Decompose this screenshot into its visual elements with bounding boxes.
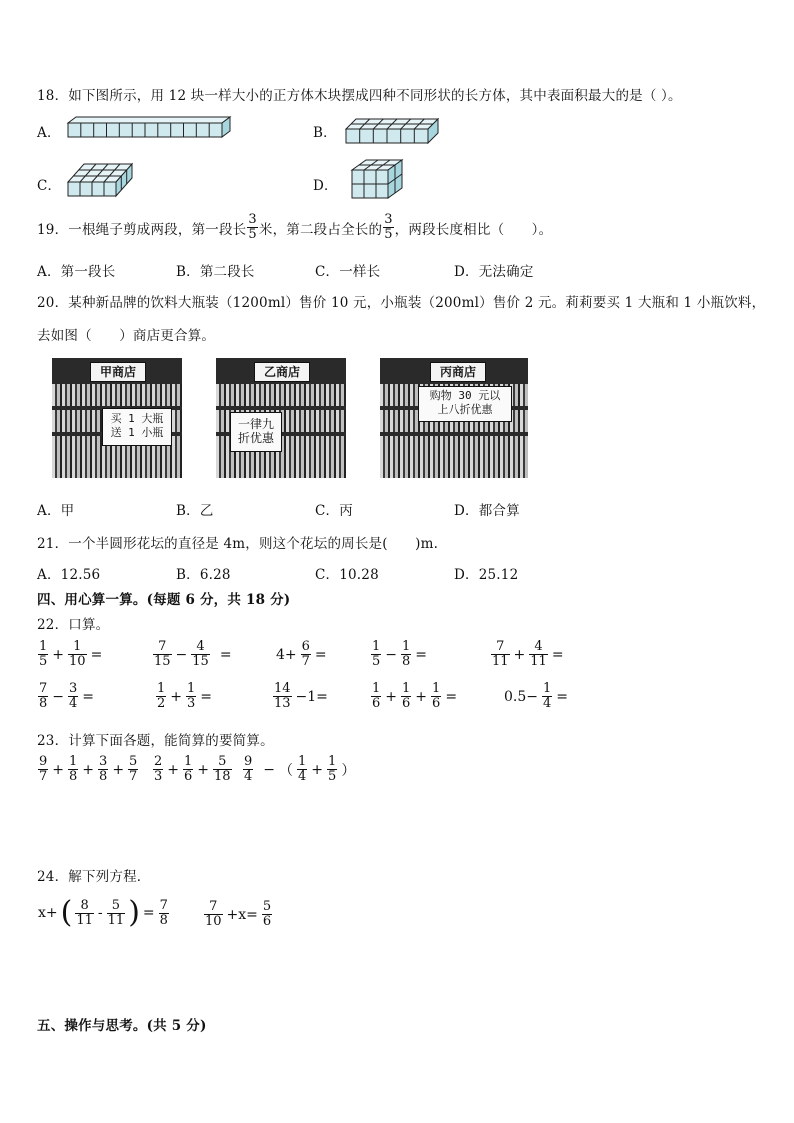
- q22-r2c2: [155, 682, 213, 711]
- fraction: [153, 640, 172, 669]
- q22-r1c5: [490, 640, 565, 669]
- q20-option-a: A．甲: [37, 503, 75, 519]
- left-big-paren: (: [60, 895, 73, 930]
- fraction: [542, 682, 552, 711]
- denominator: 11: [76, 912, 93, 928]
- lead-term: 0.5−: [504, 688, 538, 705]
- numerator: 1: [372, 639, 381, 654]
- numerator: 4: [196, 639, 205, 654]
- q20-stem-line2: 去如图（ ）商店更合算。: [37, 328, 216, 344]
- plus: +: [311, 761, 324, 778]
- left-paren: （: [279, 762, 294, 779]
- fraction: [153, 755, 163, 784]
- fraction: [68, 682, 78, 711]
- q21-option-d: D．25.12: [454, 567, 519, 583]
- equals: =: [445, 688, 458, 705]
- fraction: [183, 755, 193, 784]
- numerator: 5: [218, 754, 227, 769]
- q19-stem-part-a: 19．一根绳子剪成两段，第一段长: [37, 221, 247, 238]
- q18-option-b: B．: [313, 125, 337, 141]
- fraction: [68, 640, 87, 669]
- q22-r2c3: [272, 682, 329, 711]
- denominator: 11: [107, 912, 125, 928]
- denominator: 15: [154, 654, 171, 669]
- q18-figure-d: [350, 158, 406, 200]
- q18-figure-c: [66, 160, 134, 198]
- numerator: 7: [39, 681, 48, 696]
- fraction: [107, 899, 126, 928]
- denominator: 4: [244, 769, 253, 784]
- plus: +: [167, 761, 180, 778]
- denominator: 5: [39, 654, 48, 669]
- store-yi-sign-line1: 一律九: [237, 417, 274, 431]
- fraction: [38, 755, 48, 784]
- numerator: 7: [209, 899, 218, 914]
- q20-option-b: B．乙: [176, 503, 214, 519]
- denominator: 4: [543, 696, 552, 711]
- q24-equation-2: [203, 900, 273, 929]
- q21-option-b: B．6.28: [176, 567, 231, 583]
- numerator: 1: [328, 754, 337, 769]
- q22-r1c3: [275, 640, 328, 669]
- store-jia-sign-line1: 买 1 大瓶: [110, 412, 164, 425]
- denominator: 10: [69, 654, 86, 669]
- fraction: [262, 900, 272, 929]
- fraction: [529, 640, 548, 669]
- tail-term: −1=: [295, 688, 328, 705]
- q18-option-a: A．: [37, 125, 61, 141]
- equals: =: [90, 646, 103, 663]
- numerator: 7: [158, 639, 167, 654]
- q19-fraction-2: [383, 213, 393, 242]
- store-jia-sign-line2: 送 1 小瓶: [110, 426, 164, 439]
- numerator: 9: [39, 754, 48, 769]
- store-photo-bing: [380, 358, 528, 478]
- numerator: 1: [402, 681, 411, 696]
- equals: =: [556, 688, 569, 705]
- q19-frac1-numerator: 3: [248, 212, 257, 227]
- q20-option-c: C．丙: [315, 503, 353, 519]
- denominator: 8: [39, 696, 48, 711]
- right-paren: ）: [341, 762, 356, 779]
- denominator: 3: [187, 696, 196, 711]
- fraction: [128, 755, 138, 784]
- fraction: [98, 755, 108, 784]
- fraction: [159, 899, 169, 928]
- q21-option-a: A．12.56: [37, 567, 101, 583]
- store-yi-title: 乙商店: [254, 362, 310, 382]
- q18-option-d: D．: [313, 178, 338, 194]
- store-photo-jia: [52, 358, 182, 478]
- q22-stem: 22．口算。: [37, 617, 110, 633]
- store-yi-sign-line2: 折优惠: [237, 431, 274, 445]
- fraction: [491, 640, 510, 669]
- operator: +: [385, 688, 398, 705]
- store-yi-sign: [230, 412, 282, 452]
- right-big-paren: ): [128, 895, 140, 930]
- equals: =: [219, 646, 232, 663]
- q19-stem-part-c: ，两段长度相比（ ）。: [394, 221, 553, 238]
- denominator: 7: [129, 769, 138, 784]
- denominator: 6: [432, 696, 441, 711]
- numerator: 1: [402, 639, 411, 654]
- fraction: [156, 682, 166, 711]
- numerator: 1: [298, 754, 307, 769]
- plus: +: [112, 761, 125, 778]
- fraction: [371, 640, 381, 669]
- store-bing-sign-line2: 上八折优惠: [437, 403, 493, 416]
- operator: +: [52, 646, 65, 663]
- numerator: 7: [159, 897, 168, 913]
- q22-r1c1: [37, 640, 103, 669]
- denominator: 11: [530, 654, 547, 669]
- plus: +: [82, 761, 95, 778]
- fraction: [204, 900, 223, 929]
- store-bing-title: 丙商店: [430, 362, 486, 382]
- denominator: 6: [372, 696, 381, 711]
- numerator: 1: [73, 639, 82, 654]
- denominator: 8: [99, 769, 108, 784]
- fraction: [38, 682, 48, 711]
- denominator: 7: [39, 769, 48, 784]
- numerator: 1: [39, 639, 48, 654]
- denominator: 15: [192, 654, 209, 669]
- q18-figure-b: [344, 116, 440, 144]
- fraction: [68, 755, 78, 784]
- operator: +: [513, 646, 526, 663]
- denominator: 18: [214, 769, 231, 784]
- fraction: [401, 640, 411, 669]
- numerator: 5: [129, 754, 138, 769]
- numerator: 1: [432, 681, 441, 696]
- numerator: 9: [244, 754, 253, 769]
- q22-r2c5: [503, 682, 569, 711]
- q19-frac1-denominator: 5: [248, 227, 257, 242]
- plus: +: [197, 761, 210, 778]
- fraction: [38, 640, 48, 669]
- operator: +: [415, 688, 428, 705]
- q18-figure-a: [66, 116, 232, 138]
- q21-option-c: C．10.28: [315, 567, 379, 583]
- q23-expression-1: [37, 755, 139, 784]
- fraction: [327, 755, 337, 784]
- q19-stem: [37, 213, 552, 242]
- equals: =: [314, 646, 327, 663]
- store-bing-sign-line1: 购物 30 元以: [429, 389, 501, 402]
- q18-option-c: C．: [37, 178, 62, 194]
- equals: =: [415, 646, 428, 663]
- equals: =: [200, 688, 213, 705]
- mid-term: +x=: [226, 906, 258, 923]
- q23-stem: 23．计算下面各题，能简算的要简算。: [37, 733, 274, 749]
- operator: −: [175, 646, 188, 663]
- q19-option-a: A．第一段长: [37, 264, 116, 280]
- q22-r2c1: [37, 682, 95, 711]
- denominator: 6: [402, 696, 411, 711]
- section-5-title: 五、操作与思考。(共 5 分): [37, 1018, 207, 1034]
- store-jia-sign: [102, 408, 172, 446]
- denominator: 7: [301, 654, 310, 669]
- denominator: 10: [205, 914, 222, 929]
- numerator: 14: [274, 681, 291, 696]
- denominator: 8: [159, 912, 168, 928]
- minus: -: [97, 905, 103, 921]
- numerator: 5: [111, 897, 121, 913]
- numerator: 2: [154, 754, 163, 769]
- q19-fraction-1: [247, 213, 257, 242]
- store-bing-sign: [418, 386, 512, 422]
- denominator: 8: [402, 654, 411, 669]
- equals: =: [82, 688, 95, 705]
- fraction: [273, 682, 292, 711]
- numerator: 3: [69, 681, 78, 696]
- q19-frac2-numerator: 3: [384, 212, 393, 227]
- lead-term: 4+: [276, 646, 297, 663]
- numerator: 1: [184, 754, 193, 769]
- q19-option-c: C．一样长: [315, 264, 381, 280]
- q24-equation-1: [37, 895, 170, 930]
- fraction: [371, 682, 381, 711]
- denominator: 6: [184, 769, 193, 784]
- operator: +: [170, 688, 183, 705]
- numerator: 1: [187, 681, 196, 696]
- denominator: 13: [274, 696, 291, 711]
- numerator: 4: [534, 639, 543, 654]
- q20-option-d: D．都合算: [454, 503, 520, 519]
- numerator: 1: [157, 681, 166, 696]
- numerator: 5: [262, 899, 272, 914]
- q19-option-d: D．无法确定: [454, 264, 534, 280]
- numerator: 1: [372, 681, 381, 696]
- store-jia-title: 甲商店: [90, 362, 146, 382]
- q22-r1c2: [152, 640, 233, 669]
- fraction: [243, 755, 253, 784]
- fraction: [297, 755, 307, 784]
- denominator: 3: [154, 769, 163, 784]
- denominator: 5: [372, 654, 381, 669]
- denominator: 6: [262, 914, 272, 929]
- q19-stem-part-b: 米，第二段占全长的: [258, 221, 383, 238]
- denominator: 4: [69, 696, 78, 711]
- fraction: [301, 640, 311, 669]
- equals: =: [551, 646, 564, 663]
- numerator: 8: [80, 897, 89, 913]
- fraction: [75, 899, 94, 928]
- minus: −: [263, 761, 276, 778]
- q21-stem: 21．一个半圆形花坛的直径是 4m，则这个花坛的周长是( )m.: [37, 536, 439, 552]
- q22-r2c4: [370, 682, 458, 711]
- fraction: [431, 682, 441, 711]
- fraction: [191, 640, 210, 669]
- numerator: 1: [69, 754, 78, 769]
- section-4-title: 四、用心算一算。(每题 6 分，共 18 分): [37, 592, 291, 608]
- equals: =: [142, 905, 155, 921]
- denominator: 8: [69, 769, 78, 784]
- lead-term: x+: [38, 905, 58, 921]
- operator: −: [385, 646, 398, 663]
- plus: +: [52, 761, 65, 778]
- operator: −: [52, 688, 65, 705]
- q22-r1c4: [370, 640, 428, 669]
- denominator: 5: [328, 769, 337, 784]
- q24-stem: 24．解下列方程．: [37, 869, 151, 885]
- numerator: 7: [496, 639, 505, 654]
- denominator: 11: [492, 654, 509, 669]
- q19-option-b: B．第二段长: [176, 264, 255, 280]
- numerator: 1: [543, 681, 552, 696]
- q20-stem-line1: 20．某种新品牌的饮料大瓶装（1200ml）售价 10 元，小瓶装（200ml）售价 2 元。莉莉要买 1 大瓶和 1 小瓶饮料，: [37, 295, 766, 311]
- q23-expression-3: [242, 755, 356, 784]
- denominator: 4: [298, 769, 307, 784]
- numerator: 3: [99, 754, 108, 769]
- q18-stem: 18．如下图所示，用 12 块一样大小的正方体木块摆成四种不同形状的长方体，其中表面积最大的是（ ）。: [37, 88, 682, 104]
- store-photo-yi: [216, 358, 346, 478]
- q19-frac2-denominator: 5: [384, 227, 393, 242]
- numerator: 6: [301, 639, 310, 654]
- fraction: [213, 755, 232, 784]
- fraction: [186, 682, 196, 711]
- q23-expression-2: [152, 755, 233, 784]
- denominator: 2: [157, 696, 166, 711]
- fraction: [401, 682, 411, 711]
